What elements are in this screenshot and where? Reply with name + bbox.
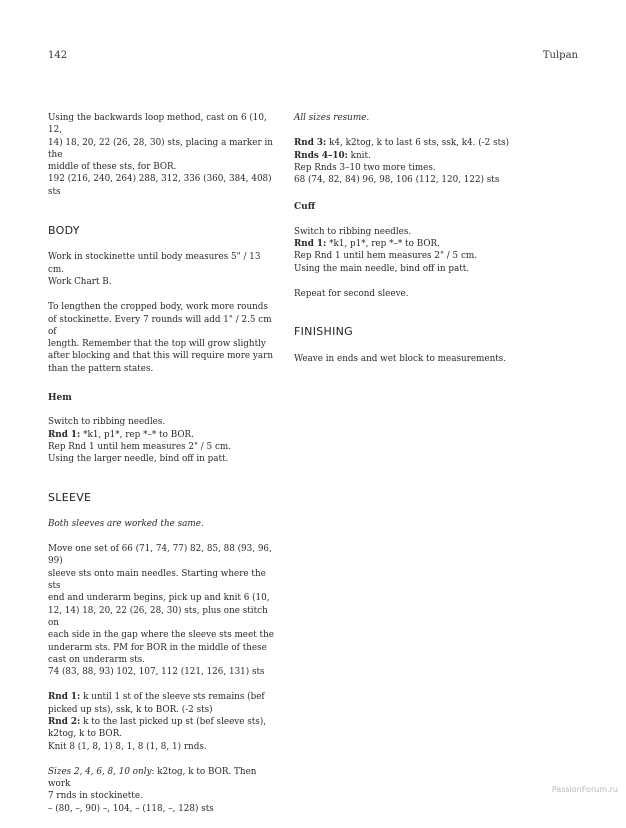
- text-line: sleeve sts onto main needles. Starting where the sts: [48, 568, 266, 592]
- round-label: Rnd 2:: [48, 716, 81, 727]
- text-line: To lengthen the cropped body, work more rounds: [48, 302, 268, 313]
- text-line: end and underarm begins, pick up and knit 6 (10,: [48, 593, 270, 604]
- left-column: [48, 112, 276, 828]
- round-label: Rnd 1:: [48, 692, 81, 703]
- stitch-count: 74 (83, 88, 93) 102, 107, 112 (121, 126, 131) sts: [48, 667, 265, 678]
- text-line: Using the backwards loop method, cast on 6 (10, 12,: [48, 113, 267, 136]
- text-line: Switch to ribbing needles.: [48, 417, 166, 428]
- body-lengthen-note: [48, 301, 276, 375]
- cast-on-block: [48, 112, 276, 198]
- sleeve-decrease-rounds: [48, 691, 276, 752]
- text-line: 14) 18, 20, 22 (26, 28, 30) sts, placing a marker in the: [48, 137, 273, 160]
- cuff-heading: Cuff: [294, 202, 316, 213]
- right-column: [294, 112, 522, 378]
- sleeve-intro: Both sleeves are worked the same.: [48, 518, 204, 529]
- round-line: [294, 137, 522, 149]
- round-label: Rnd 1:: [48, 429, 81, 440]
- text-line: picked up sts), ssk, k to BOR. (-2 sts): [48, 704, 213, 715]
- text-line: after blocking and that this will require more yarn: [48, 351, 274, 362]
- text-line: Move one set of 66 (71, 74, 77) 82, 85, 88 (93, 96, 99): [48, 544, 272, 567]
- size-text: : k2tog, k to BOR. Then work: [48, 766, 257, 790]
- body-heading: BODY: [48, 224, 80, 238]
- round-text: knit.: [347, 150, 371, 161]
- round-line: [294, 150, 522, 162]
- page-number: 142: [48, 50, 68, 61]
- body-instructions: [48, 251, 276, 288]
- text-line: k2tog, k to BOR.: [48, 729, 122, 740]
- text-line: than the pattern states.: [48, 363, 154, 374]
- text-line: Rep Rnd 1 until hem measures 2" / 5 cm.: [48, 441, 232, 452]
- sleeve-size-specific: [48, 766, 276, 815]
- text-line: underarm sts. PM for BOR in the middle of these: [48, 642, 267, 653]
- sleeve-continue: [294, 137, 522, 186]
- round-text: *k1, p1*, rep *–* to BOR.: [326, 239, 440, 250]
- round-line: [48, 429, 276, 441]
- cuff-instructions: [294, 226, 522, 275]
- round-text: *k1, p1*, rep *–* to BOR.: [80, 429, 194, 440]
- text-line: 7 rnds in stockinette.: [48, 791, 143, 802]
- round-line: [48, 691, 276, 703]
- text-line: Switch to ribbing needles.: [294, 226, 412, 237]
- text-line: middle of these sts, for BOR.: [48, 162, 177, 173]
- text-line: Using the main needle, bind off in patt.: [294, 263, 470, 274]
- stitch-count: 68 (74, 82, 84) 96, 98, 106 (112, 120, 122) sts: [294, 175, 500, 186]
- round-text: k4, k2tog, k to last 6 sts, ssk, k4. (-2 sts): [326, 138, 510, 149]
- text-line: Rep Rnd 1 until hem measures 2" / 5 cm.: [294, 251, 478, 262]
- round-text: k until 1 st of the sleeve sts remains (bef: [80, 692, 265, 703]
- text-line: Work in stockinette until body measures 5" / 13 cm.: [48, 252, 261, 275]
- text-line: Using the larger needle, bind off in patt.: [48, 454, 229, 465]
- watermark: PassionForum.ru: [551, 785, 618, 794]
- sleeve-pickup: [48, 543, 276, 678]
- stitch-count: – (80, –, 90) –, 104, – (118, –, 128) sts: [48, 803, 214, 814]
- stitch-count: 192 (216, 240, 264) 288, 312, 336 (360, 384, 408) sts: [48, 174, 272, 197]
- finishing-heading: FINISHING: [294, 325, 353, 339]
- round-label: Rnd 1:: [294, 239, 327, 250]
- size-line: [48, 766, 276, 791]
- text-line: each side in the gap where the sleeve sts meet the: [48, 630, 274, 641]
- running-title: Tulpan: [542, 50, 578, 61]
- round-line: [48, 716, 276, 728]
- finishing-text: Weave in ends and wet block to measurements.: [294, 353, 507, 364]
- hem-instructions: [48, 416, 276, 465]
- text-line: 12, 14) 18, 20, 22 (26, 28, 30) sts, plus one stitch on: [48, 605, 268, 628]
- text-line: Work Chart B.: [48, 276, 112, 287]
- size-label: Sizes 2, 4, 6, 8, 10 only: [48, 766, 152, 777]
- round-label: Rnd 3:: [294, 138, 327, 149]
- all-sizes-resume: All sizes resume.: [294, 113, 370, 123]
- text-line: length. Remember that the top will grow slightly: [48, 339, 266, 350]
- round-label: Rnds 4–10:: [294, 150, 348, 161]
- text-line: of stockinette. Every 7 rounds will add 1" / 2.5 cm of: [48, 314, 272, 337]
- hem-heading: Hem: [48, 393, 72, 404]
- text-line: Knit 8 (1, 8, 1) 8, 1, 8 (1, 8, 1) rnds.: [48, 741, 207, 752]
- round-line: [294, 238, 522, 250]
- sleeve-heading: SLEEVE: [48, 490, 92, 504]
- text-line: Rep Rnds 3–10 two more times.: [294, 162, 436, 173]
- repeat-note: Repeat for second sleeve.: [294, 288, 409, 299]
- text-line: cast on underarm sts.: [48, 654, 146, 665]
- round-text: k to the last picked up st (bef sleeve sts),: [80, 716, 267, 727]
